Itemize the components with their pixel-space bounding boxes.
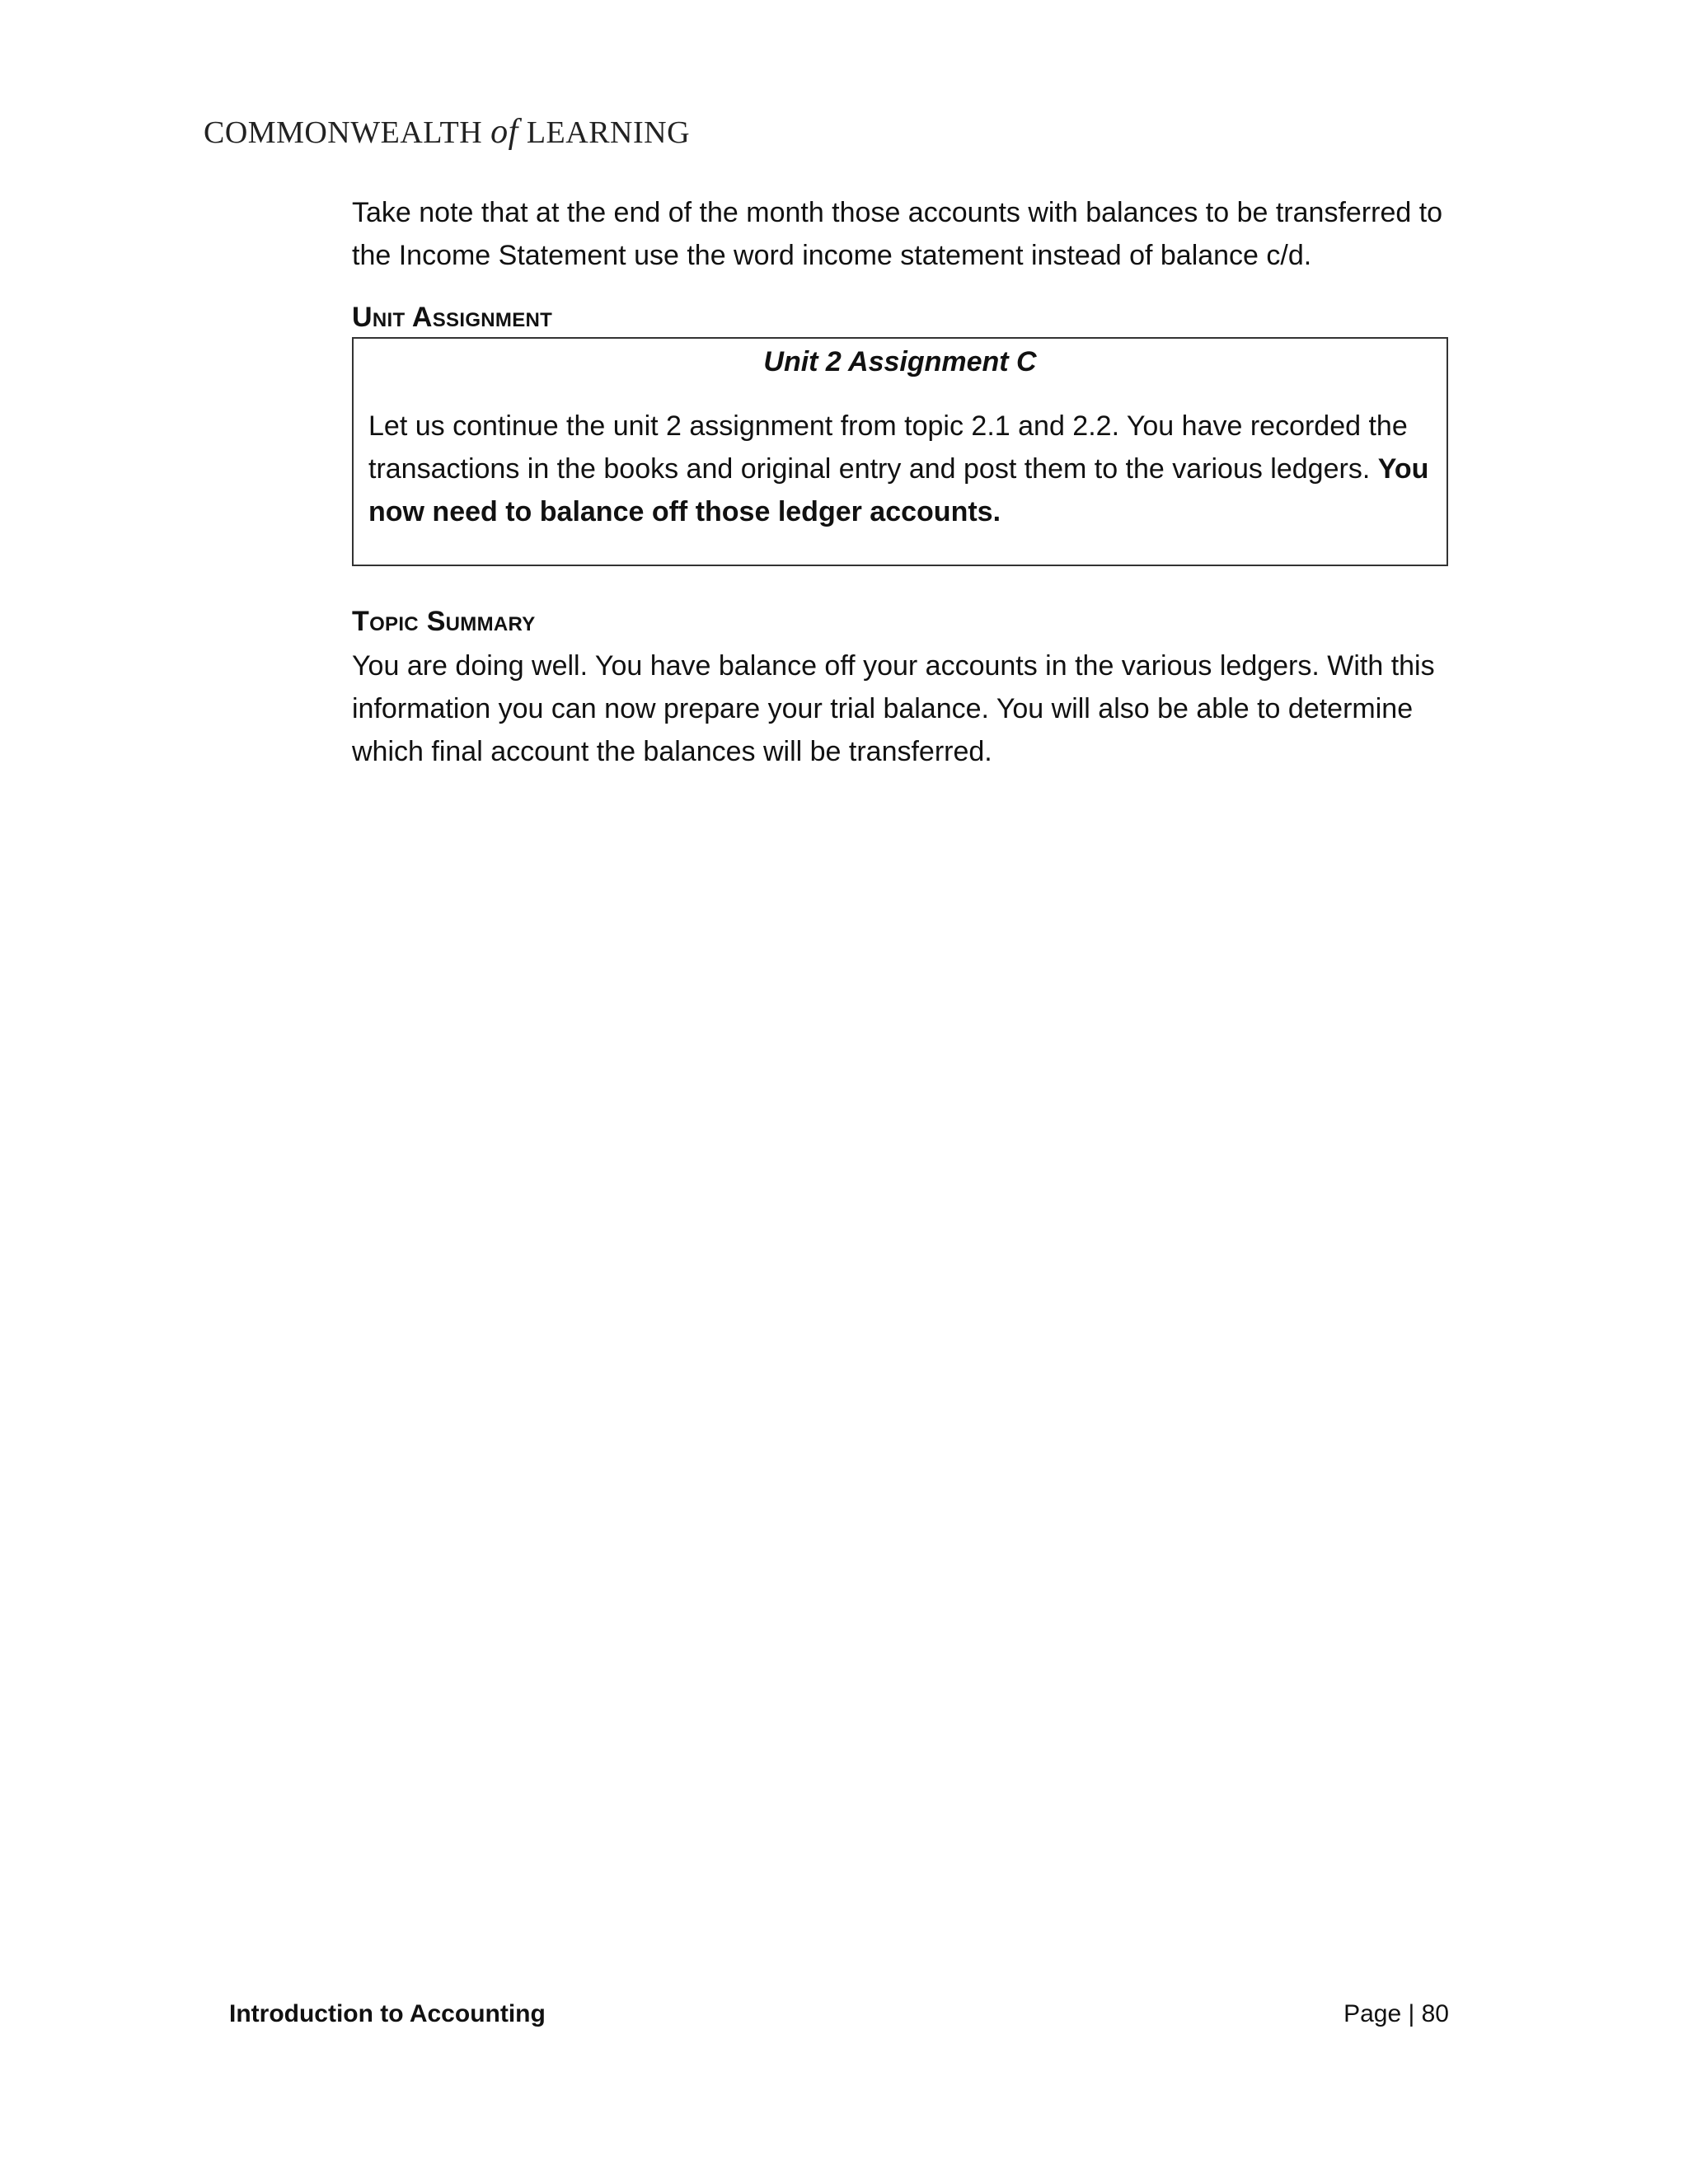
page-content — [352, 191, 1448, 773]
logo-wordmark — [204, 112, 690, 152]
assignment-title: Unit 2 Assignment C — [763, 346, 1037, 377]
page-footer — [229, 2000, 1449, 2028]
col-logo — [195, 95, 691, 169]
footer-title: Introduction to Accounting — [229, 2000, 546, 2027]
intro-paragraph: Take note that at the end of the month those accounts with balances to be transferred to the Income Statement use the word income statement instead of balance c/d. — [352, 197, 1443, 271]
assignment-body-text: Let us continue the unit 2 assignment from topic 2.1 and 2.2. You have recorded the transactions in the books and original entry and post them to the various ledgers. — [368, 410, 1408, 485]
page-number: Page | 80 — [1343, 2000, 1449, 2027]
assignment-box — [352, 337, 1448, 566]
assignment-body-bold: You now need to balance off those ledger accounts. — [368, 453, 1429, 527]
topic-summary-paragraph: You are doing well. You have balance off your accounts in the various ledgers. With this information you can now prepare your trial balance. You will also be able to determine which final account the balances will be transferred. — [352, 650, 1435, 767]
unit-assignment-heading: Unit Assignment — [352, 302, 553, 333]
logo-word-commonwealth: COMMONWEALTH — [204, 115, 483, 150]
topic-summary-heading: Topic Summary — [352, 606, 536, 637]
logo-word-learning: LEARNING — [526, 115, 691, 150]
assignment-body — [368, 405, 1432, 533]
logo-word-of: of — [490, 113, 518, 151]
